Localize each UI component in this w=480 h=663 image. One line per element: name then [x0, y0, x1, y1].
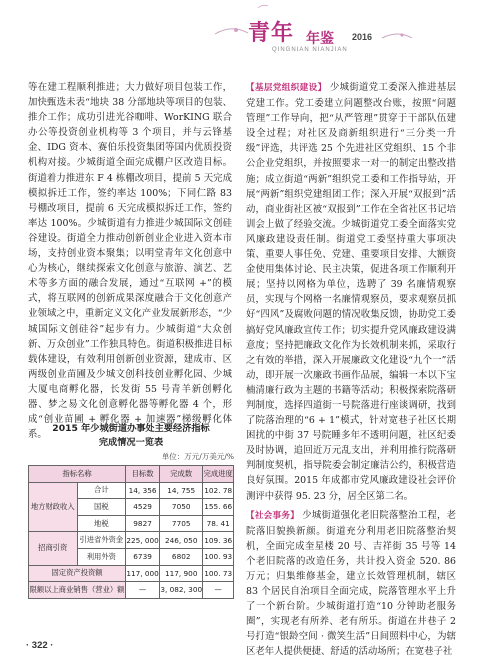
row-done: 3, 082, 300	[160, 582, 203, 599]
row-progress: 155. 66	[203, 499, 234, 516]
row-done: 7050	[160, 499, 203, 516]
section-tag: 【基层党组织建设】	[246, 83, 327, 93]
section-text: 少城街道党工委深入推进基层党建工作。党工委建立问题整改台账，按照“问题管理”工作导向，把“从严管理”贯穿于干部队伍建设全过程；对社区及商新组织进行“三分类一升级”评选，共评选 25 个先进社区党组织、15 个非公企业党组织，并按照要求一对一的制定出整改措施；成立街道“两新”组织党工委和工作指导站，开展“两新”组织党建组团工作；深入开展“双报到”活动，商业街社区被“双报到”工作在全省社区书记培训会上做了经验交流。少城街道党工委全面落实党风廉政建设责任制。街道党工委坚持重大事项决策、重要人事任免、党建、重要项目安排、大额资金使用集体讨论、民主决策，促进各项工作顺利开展；坚持以网格为单位，选聘了 39 名廉情观察员，实现与个网格一名廉情观察员，要求观察员抓好“四风”及腐败问题的情况收集反馈，协助党工委搞好党风廉政宣传工作；切实提升党风廉政建设满意度；坚持把廉政文化作为长效机制来抓，采取行之有效的举措，深入开展廉政文化建设“九个一”活动，即开展一次廉政书画作品展，编辑一本以下宝楠清廉行政为主题的书籍等活动；积极探索院落研判制度，选择四道街一号院落进行座谈调研，找到了院落治理的“6 + 1”模式，针对宽巷子社区长期困扰的中街 37 号院睡多年不透明问题，社区纪委及时协调，追回近万元乱支出，并利用推行院落研判制度契机，指导院委会制定廉洁公约，积极营造良好氛围。2015 年成都市党风廉政建设社会评价测评中获得 95. 23 分，居全区第二名。	[246, 82, 456, 502]
logo-subtitle: QINGNIAN NIANJIAN	[272, 47, 348, 53]
row-progress: 100. 73	[203, 565, 234, 582]
row-name: 利用外资	[77, 548, 126, 565]
table-title-line2: 完成情况一览表	[98, 437, 164, 448]
row-progress: 109. 36	[203, 532, 234, 549]
row-progress: 102. 78	[203, 482, 234, 499]
table-row	[29, 582, 234, 599]
row-progress: —	[203, 582, 234, 599]
table-unit: 单位：万元/万美元/%	[161, 452, 234, 461]
table-title-line1: 2015 年少城街道办事处主要经济指标	[52, 423, 210, 434]
yearbook-logo	[248, 14, 388, 58]
row-target: 6739	[126, 548, 160, 565]
left-column	[28, 80, 232, 442]
section-tag: 【社会事务】	[246, 510, 300, 521]
header-target: 目标数	[126, 466, 160, 483]
row-target: 117, 000	[126, 565, 160, 582]
row-name: 地税	[77, 515, 126, 532]
right-column	[246, 80, 456, 660]
section-social-affairs	[246, 508, 456, 660]
row-progress: 78. 41	[203, 515, 234, 532]
header-progress: 完成进度	[203, 466, 234, 483]
row-group-label: 地方财政收入	[29, 482, 78, 532]
row-target: 225, 000	[126, 532, 160, 549]
row-name: 国税	[77, 499, 126, 516]
page-number: · 322 ·	[26, 640, 54, 651]
left-paragraph: 等在建工程顺利推进；大力做好项目包装工作，加快甄选未表“地块 38 分部地块等项目的包装、推介工作；成功引进光谷咖啡、WorKING 联合办公等投资创业机构等 3 个项目，并与云锋基金、IDG 资本、赛伯乐投资集团等国内优质投资机构对接。少城街道全面完成棚户区改造目标。街道着力推进东 F 4 栋棚改项目，提前 5 天完成模拟拆迁工作，签约率达 100%；下同仁路 83 号棚改项目，提前 6 天完成模拟拆迁工作，签约率达 100%。少城街道有力推进少城国际文创硅谷建设。街道全力推动创新创业企业进入资本市场，支持创业资本聚集；以明堂青年文化创意中心为核心，继续探索文化创意与旅游、演艺、艺术等多方面的融合发展，通过“互联网 +”的模式，将互联网的创新成果深度融合于文化创意产业领域之中，重新定义文化产业发展新形态，“少城国际文创硅谷”起步有力。少城街道“大众创新、万众创业”工作独具特色。街道积极推进目标载体建设，有效利用创新创业资源，建成市、区两级创业苗圃及少城文创科技创业孵化园、少城大厦电商孵化器，长发街 55 号青羊新创孵化器、梦之易文化创意孵化器等孵化器 4 个，形成“创业苗圃 + 孵化器 + 加速器”梯级孵化体系。	[28, 82, 232, 441]
row-done: 246, 050	[160, 532, 203, 549]
table-row	[29, 565, 234, 582]
row-target: 9827	[126, 515, 160, 532]
row-group-label: 招商引资	[29, 532, 78, 565]
table-header-row	[29, 466, 234, 483]
row-group-label: 限额以上商业销售（营业）额	[29, 582, 126, 599]
header-indicator-name: 指标名称	[29, 466, 126, 483]
row-target: 14, 356	[126, 482, 160, 499]
logo-year: 2016	[352, 32, 373, 42]
page-header	[0, 0, 480, 70]
section-party-building	[246, 80, 456, 504]
table-row	[29, 532, 234, 549]
economic-indicators-table-block	[28, 422, 234, 599]
logo-second-text: 年鉴	[306, 31, 334, 47]
header-done: 完成数	[160, 466, 203, 483]
row-done: 6802	[160, 548, 203, 565]
row-name: 引进省外资金	[77, 532, 126, 549]
header-decoration	[0, 0, 480, 70]
row-progress: 100. 93	[203, 548, 234, 565]
row-group-label: 固定资产投资额	[29, 565, 126, 582]
row-name: 合计	[77, 482, 126, 499]
row-target: —	[126, 582, 160, 599]
row-done: 117, 900	[160, 565, 203, 582]
table-row	[29, 482, 234, 499]
logo-main-text: 青年	[248, 20, 295, 46]
row-done: 14, 755	[160, 482, 203, 499]
row-done: 7705	[160, 515, 203, 532]
economic-indicators-table	[28, 465, 234, 599]
table-title	[28, 422, 234, 450]
section-text: 少城街道强化老旧院落整治工程，老院落旧貌换新颜。街道充分利用老旧院落整治契机，全面完成奎星楼 20 号、吉祥街 35 号等 14 个老旧院落的改造任务，共计投入资金 520. 86 万元；归集维修基金，建立长效管理机制，辖区 83 个居民自治项目全面完成，院落管理水平上升了一个新台阶。少城街道打造“10 分钟助老服务圈”，实现老有所养、老有所乐。街道在井巷子 2 号打造“银龄空间 · 微笑生活”日间照料中心，为辖区老年人提供便捷、舒适的活动场所；在宽巷子社	[246, 509, 456, 658]
row-target: 4529	[126, 499, 160, 516]
